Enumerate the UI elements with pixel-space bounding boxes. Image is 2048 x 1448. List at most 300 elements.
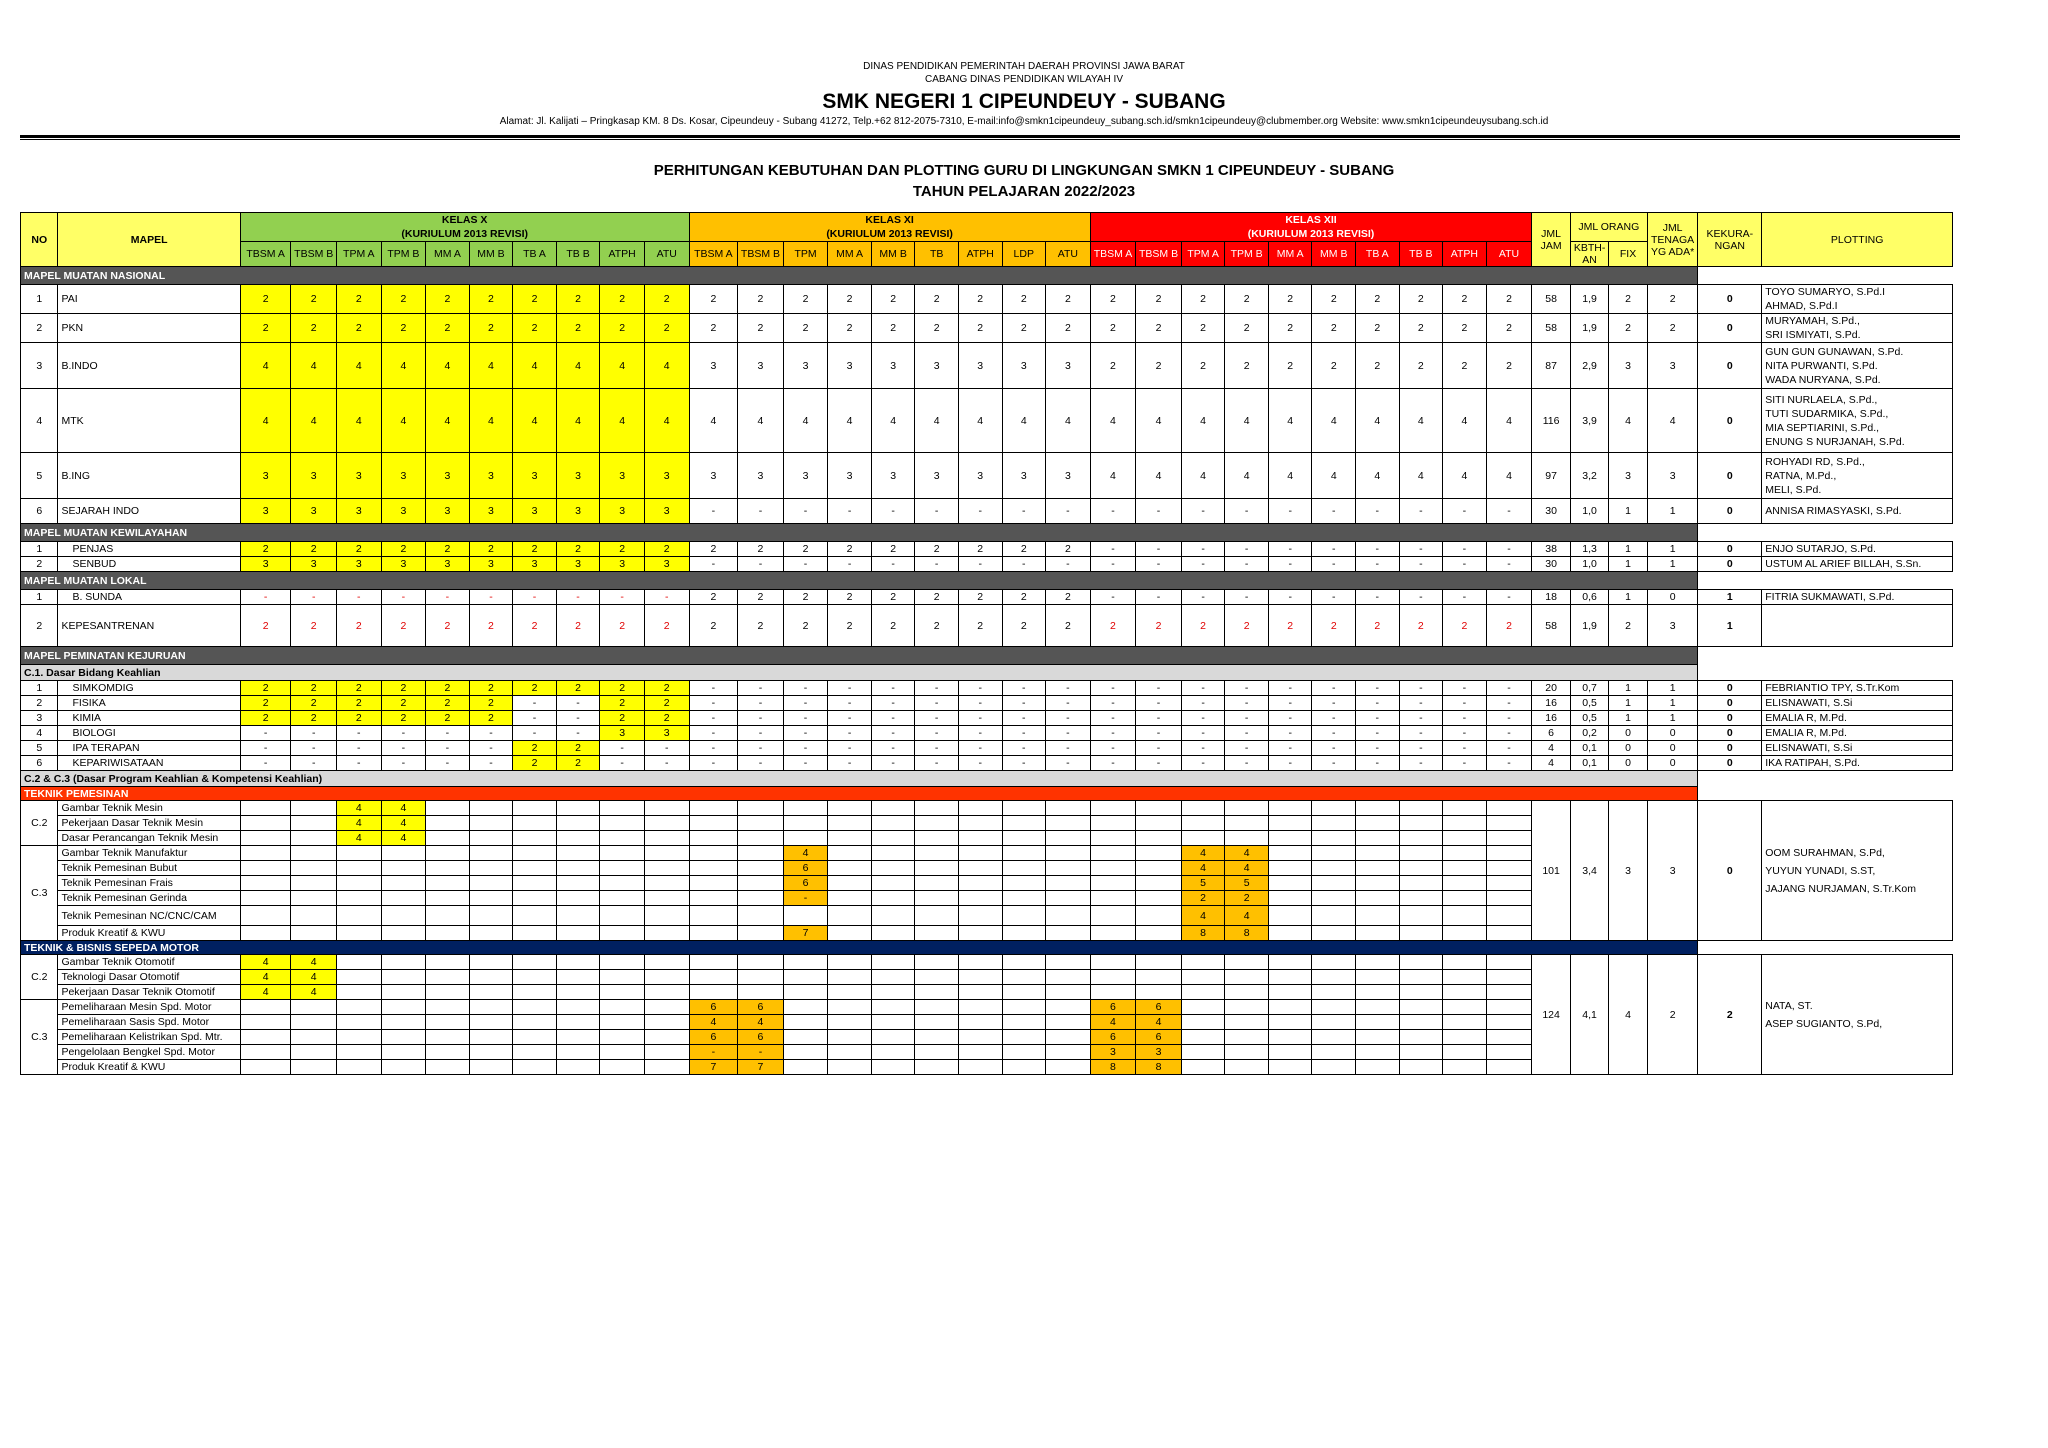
section-kewilayahan bbox=[21, 524, 1953, 542]
subject-row bbox=[21, 590, 1953, 605]
hours-kelas-xii: - bbox=[1312, 499, 1356, 524]
section-c23-label: C.2 & C.3 (Dasar Program Keahlian & Kompetensi Keahlian) bbox=[21, 771, 1698, 787]
hours-kelas-xi bbox=[1002, 816, 1046, 831]
hours-kelas-xii: 5 bbox=[1225, 876, 1269, 891]
hours-kelas-xii bbox=[1399, 801, 1443, 816]
hours-kelas-x: 4 bbox=[381, 801, 426, 816]
hours-kelas-xi bbox=[871, 861, 915, 876]
kekurangan: 0 bbox=[1698, 285, 1762, 314]
hours-kelas-x bbox=[240, 926, 291, 941]
hours-kelas-xi: 2 bbox=[1002, 605, 1046, 647]
hours-kelas-x bbox=[426, 1000, 470, 1015]
hours-kelas-x: 2 bbox=[600, 314, 645, 343]
hours-kelas-xii: 4 bbox=[1356, 389, 1400, 453]
hours-kelas-x: 4 bbox=[240, 985, 291, 1000]
hours-kelas-xi: - bbox=[1046, 726, 1091, 741]
hours-kelas-xii: 2 bbox=[1312, 285, 1356, 314]
hours-kelas-x: 2 bbox=[381, 314, 426, 343]
hours-kelas-xi: - bbox=[915, 726, 959, 741]
hours-kelas-xii bbox=[1136, 970, 1182, 985]
hours-kelas-xi bbox=[828, 1000, 872, 1015]
hours-kelas-xi bbox=[958, 970, 1002, 985]
hours-kelas-xii: 2 bbox=[1486, 285, 1532, 314]
hours-kelas-xi: - bbox=[1046, 741, 1091, 756]
hours-kelas-xii: 6 bbox=[1136, 1000, 1182, 1015]
class-header-x: ATU bbox=[644, 242, 689, 267]
hours-kelas-x: 2 bbox=[513, 756, 557, 771]
hours-kelas-xii: - bbox=[1486, 756, 1532, 771]
hours-kelas-xii bbox=[1443, 891, 1487, 906]
hours-kelas-x: 3 bbox=[337, 453, 382, 499]
hours-kelas-xi: 2 bbox=[958, 590, 1002, 605]
plotting-teachers: SITI NURLAELA, S.Pd., TUTI SUDARMIKA, S.Pd., MIA SEPTIARINI, S.Pd., ENUNG S NURJANAH, S.Pd. bbox=[1762, 389, 1953, 453]
hours-kelas-x bbox=[644, 891, 689, 906]
hours-kelas-xii bbox=[1312, 831, 1356, 846]
hours-kelas-xii bbox=[1356, 861, 1400, 876]
hours-kelas-x: 2 bbox=[556, 681, 600, 696]
hours-kelas-x: 3 bbox=[513, 499, 557, 524]
class-header-x: TPM A bbox=[337, 242, 382, 267]
hours-kelas-xii: 2 bbox=[1181, 314, 1225, 343]
hours-kelas-xi bbox=[915, 970, 959, 985]
hours-kelas-x bbox=[337, 926, 382, 941]
hours-kelas-x: 3 bbox=[556, 453, 600, 499]
plotting-teachers: ELISNAWATI, S.Si bbox=[1762, 741, 1953, 756]
hours-kelas-x bbox=[469, 985, 513, 1000]
hours-kelas-xii bbox=[1268, 831, 1312, 846]
hours-kelas-xii: 2 bbox=[1356, 314, 1400, 343]
hours-kelas-x bbox=[240, 846, 291, 861]
subject-name: B.INDO bbox=[58, 343, 240, 389]
hours-kelas-xii: 4 bbox=[1181, 453, 1225, 499]
hours-kelas-x bbox=[513, 1000, 557, 1015]
tenaga-ada: 1 bbox=[1647, 681, 1698, 696]
hours-kelas-xii: 3 bbox=[1136, 1045, 1182, 1060]
hours-kelas-x: - bbox=[240, 741, 291, 756]
hours-kelas-xi bbox=[1002, 906, 1046, 926]
hours-kelas-xii: - bbox=[1181, 696, 1225, 711]
hours-kelas-x: - bbox=[337, 741, 382, 756]
hours-kelas-x bbox=[291, 891, 337, 906]
hours-kelas-xii: - bbox=[1399, 726, 1443, 741]
hours-kelas-x bbox=[513, 1060, 557, 1075]
hours-kelas-xi bbox=[828, 846, 872, 861]
plotting-teachers: ROHYADI RD, S.Pd., RATNA, M.Pd., MELI, S.Pd. bbox=[1762, 453, 1953, 499]
hours-kelas-x bbox=[556, 861, 600, 876]
kekurangan: 0 bbox=[1698, 696, 1762, 711]
hours-kelas-xii bbox=[1136, 861, 1182, 876]
class-header-xii: TB B bbox=[1399, 242, 1443, 267]
hours-kelas-xii: 6 bbox=[1090, 1030, 1136, 1045]
hours-kelas-x: - bbox=[381, 726, 426, 741]
hours-kelas-x: 3 bbox=[240, 499, 291, 524]
hours-kelas-xi: - bbox=[828, 681, 872, 696]
hours-kelas-x bbox=[469, 906, 513, 926]
hours-kelas-x bbox=[291, 906, 337, 926]
hours-kelas-xi: 3 bbox=[958, 453, 1002, 499]
hours-kelas-xii bbox=[1312, 906, 1356, 926]
hours-kelas-xi: - bbox=[1002, 557, 1046, 572]
class-header-xii: MM B bbox=[1312, 242, 1356, 267]
program-subject-name: Pengelolaan Bengkel Spd. Motor bbox=[58, 1045, 240, 1060]
hours-kelas-xii: - bbox=[1356, 590, 1400, 605]
hours-kelas-x: 2 bbox=[556, 542, 600, 557]
hours-kelas-x bbox=[600, 1045, 645, 1060]
hours-kelas-x bbox=[426, 926, 470, 941]
group-label-c3: C.3 bbox=[21, 846, 58, 941]
hours-kelas-xi: 2 bbox=[871, 314, 915, 343]
hours-kelas-x: 2 bbox=[600, 681, 645, 696]
hours-kelas-xii bbox=[1356, 891, 1400, 906]
hours-kelas-xii bbox=[1136, 955, 1182, 970]
hours-kelas-xii bbox=[1356, 985, 1400, 1000]
hours-kelas-xii: 4 bbox=[1443, 389, 1487, 453]
hours-kelas-x: 2 bbox=[426, 285, 470, 314]
hours-kelas-xi bbox=[958, 846, 1002, 861]
hours-kelas-xii bbox=[1136, 891, 1182, 906]
hours-kelas-xi: 7 bbox=[783, 926, 828, 941]
hours-kelas-xii: - bbox=[1443, 557, 1487, 572]
hours-kelas-xi bbox=[828, 861, 872, 876]
hours-kelas-x bbox=[469, 876, 513, 891]
hours-kelas-xii: 2 bbox=[1090, 343, 1136, 389]
hours-kelas-xii: - bbox=[1312, 542, 1356, 557]
jml-jam: 58 bbox=[1532, 605, 1570, 647]
hours-kelas-xi bbox=[1002, 970, 1046, 985]
hours-kelas-xii bbox=[1090, 861, 1136, 876]
kebutuhan: 1,9 bbox=[1570, 605, 1608, 647]
hours-kelas-xi: 3 bbox=[915, 453, 959, 499]
hours-kelas-x: 2 bbox=[556, 285, 600, 314]
hours-kelas-xii: 8 bbox=[1225, 926, 1269, 941]
hours-kelas-xi: - bbox=[783, 756, 828, 771]
tenaga-ada: 3 bbox=[1647, 343, 1698, 389]
hours-kelas-xii bbox=[1356, 970, 1400, 985]
hours-kelas-x bbox=[337, 1030, 382, 1045]
hours-kelas-xii: - bbox=[1356, 756, 1400, 771]
hours-kelas-x: 3 bbox=[291, 453, 337, 499]
kebutuhan: 1,0 bbox=[1570, 499, 1608, 524]
hours-kelas-x: - bbox=[600, 590, 645, 605]
hours-kelas-x bbox=[644, 906, 689, 926]
hours-kelas-xi bbox=[689, 846, 738, 861]
hours-kelas-xii: 3 bbox=[1090, 1045, 1136, 1060]
hours-kelas-xii bbox=[1443, 970, 1487, 985]
hours-kelas-x: - bbox=[337, 726, 382, 741]
hours-kelas-xii bbox=[1268, 816, 1312, 831]
hours-kelas-x: - bbox=[426, 590, 470, 605]
kebutuhan: 0,1 bbox=[1570, 741, 1608, 756]
tenaga-ada: 0 bbox=[1647, 726, 1698, 741]
hours-kelas-x bbox=[600, 846, 645, 861]
plotting-teachers: GUN GUN GUNAWAN, S.Pd. NITA PURWANTI, S.Pd. WADA NURYANA, S.Pd. bbox=[1762, 343, 1953, 389]
tenaga-ada: 3 bbox=[1647, 801, 1698, 941]
hours-kelas-x bbox=[513, 970, 557, 985]
hours-kelas-xii bbox=[1090, 985, 1136, 1000]
hours-kelas-xi bbox=[1046, 906, 1091, 926]
hours-kelas-xii bbox=[1486, 861, 1532, 876]
subject-row bbox=[21, 681, 1953, 696]
hours-kelas-xii: - bbox=[1090, 696, 1136, 711]
hours-kelas-xii: 2 bbox=[1181, 285, 1225, 314]
hours-kelas-xi: - bbox=[738, 681, 784, 696]
hours-kelas-xii: 2 bbox=[1136, 343, 1182, 389]
hours-kelas-x bbox=[291, 1060, 337, 1075]
hours-kelas-xii: - bbox=[1312, 696, 1356, 711]
row-number: 3 bbox=[21, 343, 58, 389]
hours-kelas-x bbox=[381, 891, 426, 906]
hours-kelas-xi: 3 bbox=[738, 343, 784, 389]
hours-kelas-xi: 4 bbox=[958, 389, 1002, 453]
subject-name: MTK bbox=[58, 389, 240, 453]
hours-kelas-xi bbox=[1046, 955, 1091, 970]
hours-kelas-xii bbox=[1268, 1015, 1312, 1030]
hours-kelas-x: 2 bbox=[240, 542, 291, 557]
hours-kelas-xii: - bbox=[1090, 499, 1136, 524]
fix: 1 bbox=[1609, 542, 1647, 557]
hours-kelas-xii: 4 bbox=[1486, 453, 1532, 499]
hours-kelas-xi bbox=[738, 985, 784, 1000]
hours-kelas-xi bbox=[915, 1030, 959, 1045]
class-header-xi: LDP bbox=[1002, 242, 1046, 267]
hours-kelas-xii: - bbox=[1090, 741, 1136, 756]
hours-kelas-xii: 4 bbox=[1312, 453, 1356, 499]
hours-kelas-xii bbox=[1486, 985, 1532, 1000]
hours-kelas-x: - bbox=[556, 590, 600, 605]
hours-kelas-x bbox=[556, 891, 600, 906]
hours-kelas-xi: 4 bbox=[915, 389, 959, 453]
hours-kelas-xi: - bbox=[1002, 756, 1046, 771]
hours-kelas-xi bbox=[689, 970, 738, 985]
program-subject-name: Pemeliharaan Mesin Spd. Motor bbox=[58, 1000, 240, 1015]
hours-kelas-xii bbox=[1486, 801, 1532, 816]
hours-kelas-x bbox=[426, 1045, 470, 1060]
hours-kelas-xii bbox=[1486, 1015, 1532, 1030]
hours-kelas-x bbox=[240, 816, 291, 831]
hours-kelas-x bbox=[644, 1015, 689, 1030]
hours-kelas-x: 3 bbox=[513, 557, 557, 572]
hours-kelas-xii: 2 bbox=[1312, 343, 1356, 389]
hours-kelas-x bbox=[513, 831, 557, 846]
hours-kelas-xi bbox=[958, 906, 1002, 926]
hours-kelas-x bbox=[600, 801, 645, 816]
hours-kelas-xi: 2 bbox=[871, 542, 915, 557]
hours-kelas-x: 3 bbox=[644, 499, 689, 524]
hours-kelas-xi: 2 bbox=[871, 590, 915, 605]
hours-kelas-xi: 7 bbox=[689, 1060, 738, 1075]
hours-kelas-x: 2 bbox=[469, 605, 513, 647]
hours-kelas-xii bbox=[1443, 801, 1487, 816]
hours-kelas-x bbox=[337, 891, 382, 906]
hours-kelas-x: 2 bbox=[513, 285, 557, 314]
hours-kelas-x: - bbox=[426, 756, 470, 771]
hours-kelas-xi: - bbox=[958, 681, 1002, 696]
section-peminatan bbox=[21, 647, 1953, 665]
hours-kelas-xi bbox=[871, 970, 915, 985]
hours-kelas-xi: - bbox=[783, 726, 828, 741]
hours-kelas-xii: 2 bbox=[1399, 605, 1443, 647]
hours-kelas-xi: 2 bbox=[1046, 605, 1091, 647]
hours-kelas-x bbox=[644, 1045, 689, 1060]
kekurangan: 0 bbox=[1698, 557, 1762, 572]
hours-kelas-xi bbox=[1002, 1060, 1046, 1075]
hours-kelas-x: 4 bbox=[600, 343, 645, 389]
hours-kelas-xi: - bbox=[915, 499, 959, 524]
kebutuhan: 0,2 bbox=[1570, 726, 1608, 741]
hours-kelas-xi bbox=[738, 816, 784, 831]
hours-kelas-x: 2 bbox=[513, 314, 557, 343]
hours-kelas-xii: - bbox=[1312, 681, 1356, 696]
hours-kelas-x bbox=[291, 1015, 337, 1030]
hours-kelas-xii: - bbox=[1268, 681, 1312, 696]
subject-row bbox=[21, 453, 1953, 499]
hours-kelas-xi: 2 bbox=[689, 590, 738, 605]
hours-kelas-xi: - bbox=[871, 696, 915, 711]
hours-kelas-xii bbox=[1225, 1000, 1269, 1015]
hours-kelas-x bbox=[426, 891, 470, 906]
hours-kelas-xii: 4 bbox=[1399, 453, 1443, 499]
hours-kelas-x bbox=[291, 1030, 337, 1045]
hours-kelas-xii: - bbox=[1136, 542, 1182, 557]
hours-kelas-xi: 4 bbox=[1002, 389, 1046, 453]
hours-kelas-xi bbox=[1046, 816, 1091, 831]
fix: 1 bbox=[1609, 590, 1647, 605]
subject-name: IPA TERAPAN bbox=[58, 741, 240, 756]
hours-kelas-xi: 2 bbox=[828, 314, 872, 343]
hours-kelas-xi: 6 bbox=[783, 861, 828, 876]
hours-kelas-xi bbox=[958, 891, 1002, 906]
col-header-tenaga: JML TENAGA YG ADA* bbox=[1647, 213, 1698, 267]
hours-kelas-xii: - bbox=[1399, 681, 1443, 696]
hours-kelas-xi: - bbox=[915, 681, 959, 696]
hours-kelas-xii bbox=[1225, 801, 1269, 816]
plotting-teachers: IKA RATIPAH, S.Pd. bbox=[1762, 756, 1953, 771]
hours-kelas-x: 4 bbox=[381, 831, 426, 846]
hours-kelas-xii: 2 bbox=[1312, 314, 1356, 343]
subject-name: KEPESANTRENAN bbox=[58, 605, 240, 647]
header-row-1 bbox=[21, 213, 1953, 242]
hours-kelas-xi bbox=[871, 985, 915, 1000]
hours-kelas-xi: - bbox=[689, 681, 738, 696]
hours-kelas-xii: 4 bbox=[1225, 453, 1269, 499]
hours-kelas-xi: 2 bbox=[689, 605, 738, 647]
hours-kelas-xii bbox=[1356, 906, 1400, 926]
hours-kelas-xi: 3 bbox=[828, 453, 872, 499]
hours-kelas-xii bbox=[1181, 970, 1225, 985]
hours-kelas-xii: - bbox=[1181, 499, 1225, 524]
hours-kelas-x: - bbox=[337, 590, 382, 605]
hours-kelas-xii: 2 bbox=[1443, 605, 1487, 647]
hours-kelas-xii bbox=[1399, 861, 1443, 876]
hours-kelas-x: 4 bbox=[644, 343, 689, 389]
hours-kelas-xi bbox=[871, 1000, 915, 1015]
kebutuhan: 0,6 bbox=[1570, 590, 1608, 605]
col-header-kekurangan: KEKURA- NGAN bbox=[1698, 213, 1762, 267]
hours-kelas-xii: - bbox=[1268, 499, 1312, 524]
hours-kelas-xii: 2 bbox=[1486, 314, 1532, 343]
subject-name: KIMIA bbox=[58, 711, 240, 726]
hours-kelas-xii: 2 bbox=[1181, 343, 1225, 389]
hours-kelas-x bbox=[513, 985, 557, 1000]
hours-kelas-x: 3 bbox=[644, 557, 689, 572]
hours-kelas-x bbox=[240, 891, 291, 906]
hours-kelas-x bbox=[513, 1045, 557, 1060]
hours-kelas-x: 2 bbox=[291, 542, 337, 557]
hours-kelas-xi bbox=[689, 891, 738, 906]
class-header-x: MM B bbox=[469, 242, 513, 267]
hours-kelas-xi bbox=[915, 831, 959, 846]
hours-kelas-x bbox=[337, 985, 382, 1000]
hours-kelas-xi: 2 bbox=[958, 314, 1002, 343]
group-label-c2: C.2 bbox=[21, 801, 58, 846]
hours-kelas-xii bbox=[1225, 1045, 1269, 1060]
hours-kelas-xii: 5 bbox=[1181, 876, 1225, 891]
kebutuhan: 1,9 bbox=[1570, 314, 1608, 343]
fix: 0 bbox=[1609, 741, 1647, 756]
hours-kelas-xi: - bbox=[783, 681, 828, 696]
hours-kelas-xi: 2 bbox=[828, 590, 872, 605]
kekurangan: 0 bbox=[1698, 801, 1762, 941]
hours-kelas-xii bbox=[1356, 846, 1400, 861]
hours-kelas-xii: - bbox=[1399, 557, 1443, 572]
hours-kelas-xi: - bbox=[828, 711, 872, 726]
hours-kelas-xii bbox=[1136, 906, 1182, 926]
class-header-xii: ATU bbox=[1486, 242, 1532, 267]
hours-kelas-xii bbox=[1399, 926, 1443, 941]
class-header-xi: TBSM B bbox=[738, 242, 784, 267]
subject-name: PENJAS bbox=[58, 542, 240, 557]
hours-kelas-x bbox=[291, 926, 337, 941]
hours-kelas-xii: 2 bbox=[1399, 343, 1443, 389]
hours-kelas-xii bbox=[1486, 1045, 1532, 1060]
hours-kelas-x: 3 bbox=[600, 499, 645, 524]
hours-kelas-xi bbox=[871, 801, 915, 816]
hours-kelas-x: 2 bbox=[381, 542, 426, 557]
hours-kelas-xii bbox=[1136, 985, 1182, 1000]
hours-kelas-xi bbox=[828, 816, 872, 831]
hours-kelas-x bbox=[291, 1045, 337, 1060]
hours-kelas-xii bbox=[1090, 906, 1136, 926]
hours-kelas-x: 2 bbox=[291, 696, 337, 711]
hours-kelas-xi bbox=[738, 876, 784, 891]
hours-kelas-x bbox=[426, 1015, 470, 1030]
tenaga-ada: 3 bbox=[1647, 453, 1698, 499]
row-number: 4 bbox=[21, 726, 58, 741]
hours-kelas-xi: - bbox=[689, 499, 738, 524]
program-subject-name: Produk Kreatif & KWU bbox=[58, 926, 240, 941]
hours-kelas-xii: - bbox=[1268, 696, 1312, 711]
hours-kelas-xi bbox=[958, 1060, 1002, 1075]
hours-kelas-xii: - bbox=[1225, 542, 1269, 557]
hours-kelas-xi bbox=[915, 985, 959, 1000]
hours-kelas-xi: - bbox=[738, 696, 784, 711]
hours-kelas-xi: 3 bbox=[1002, 453, 1046, 499]
hours-kelas-x: 3 bbox=[426, 557, 470, 572]
hours-kelas-xii bbox=[1399, 1015, 1443, 1030]
hours-kelas-x: - bbox=[240, 726, 291, 741]
hours-kelas-x: - bbox=[513, 711, 557, 726]
hours-kelas-xi bbox=[1002, 985, 1046, 1000]
hours-kelas-xi: 2 bbox=[689, 314, 738, 343]
hours-kelas-x: - bbox=[644, 741, 689, 756]
hours-kelas-xi: - bbox=[783, 696, 828, 711]
hours-kelas-x: 2 bbox=[381, 696, 426, 711]
hours-kelas-xii bbox=[1312, 861, 1356, 876]
hours-kelas-xii bbox=[1090, 831, 1136, 846]
hours-kelas-x bbox=[381, 970, 426, 985]
class-header-xii: TBSM A bbox=[1090, 242, 1136, 267]
hours-kelas-xi bbox=[871, 1045, 915, 1060]
